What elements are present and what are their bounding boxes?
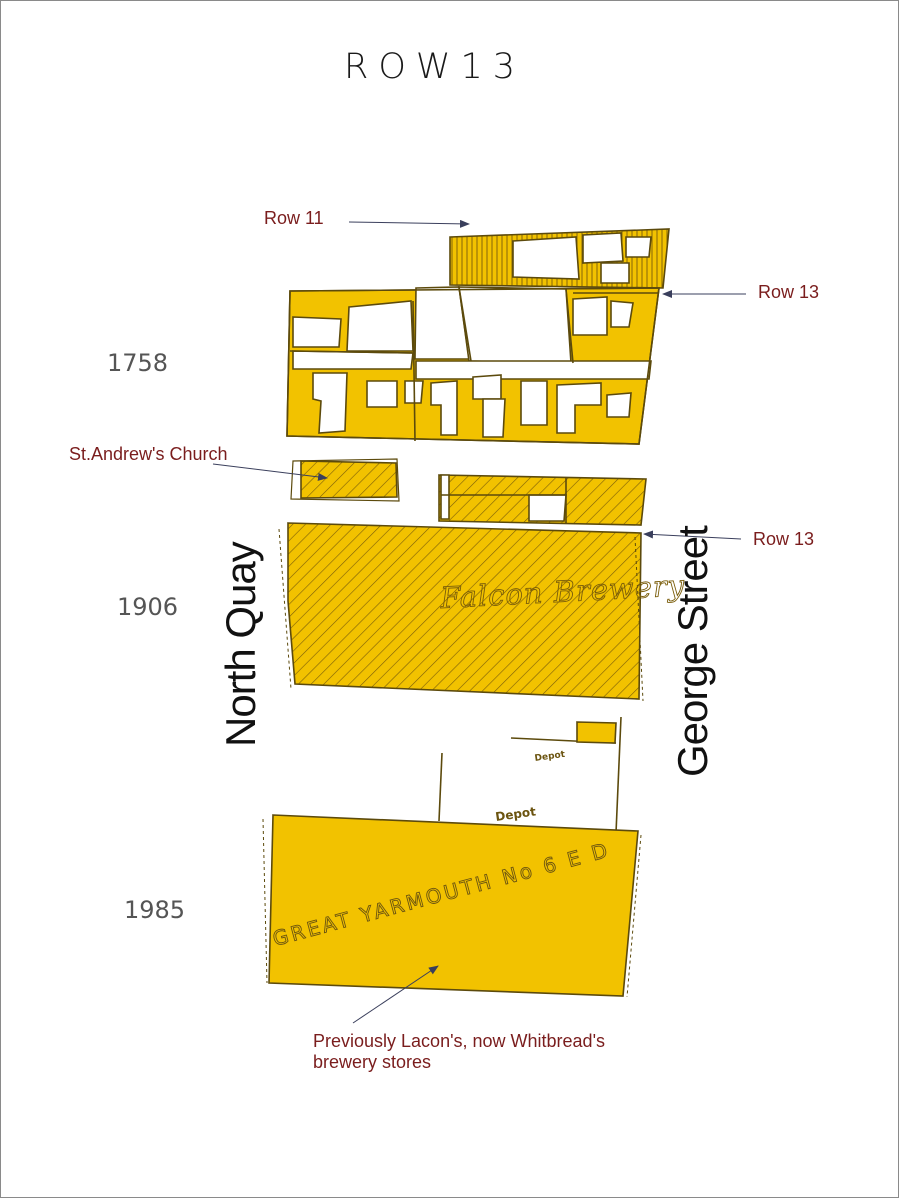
depot-small-block	[577, 722, 616, 743]
north-quay-label: North Quay	[217, 542, 264, 747]
depot-small-text: Depot	[534, 749, 566, 764]
george-street-label: George Street	[669, 526, 716, 777]
plan-1758	[287, 229, 669, 444]
year-1985: 1985	[124, 896, 186, 924]
row13-mid-label: Row 13	[753, 529, 815, 549]
church-block	[301, 461, 397, 498]
brewery-stores-note	[313, 1031, 673, 1073]
depot-text: Depot	[494, 804, 537, 824]
year-1758: 1758	[107, 349, 169, 377]
great-yarmouth-text: GREAT YARMOUTH No 6 E D	[270, 837, 613, 951]
brewery-stores-block	[269, 815, 638, 996]
row11-arrow	[349, 222, 469, 224]
page-title: ROW13	[344, 47, 526, 87]
note-line-2: brewery stores	[313, 1052, 432, 1072]
note-line-1: Previously Lacon's, now Whitbread's	[313, 1031, 606, 1051]
year-1906: 1906	[117, 593, 179, 621]
falcon-brewery-text: Falcon Brewery	[439, 568, 686, 615]
church-label: St.Andrew's Church	[69, 444, 228, 464]
row11-label: Row 11	[264, 208, 324, 228]
row13-top-label: Row 13	[758, 282, 820, 302]
